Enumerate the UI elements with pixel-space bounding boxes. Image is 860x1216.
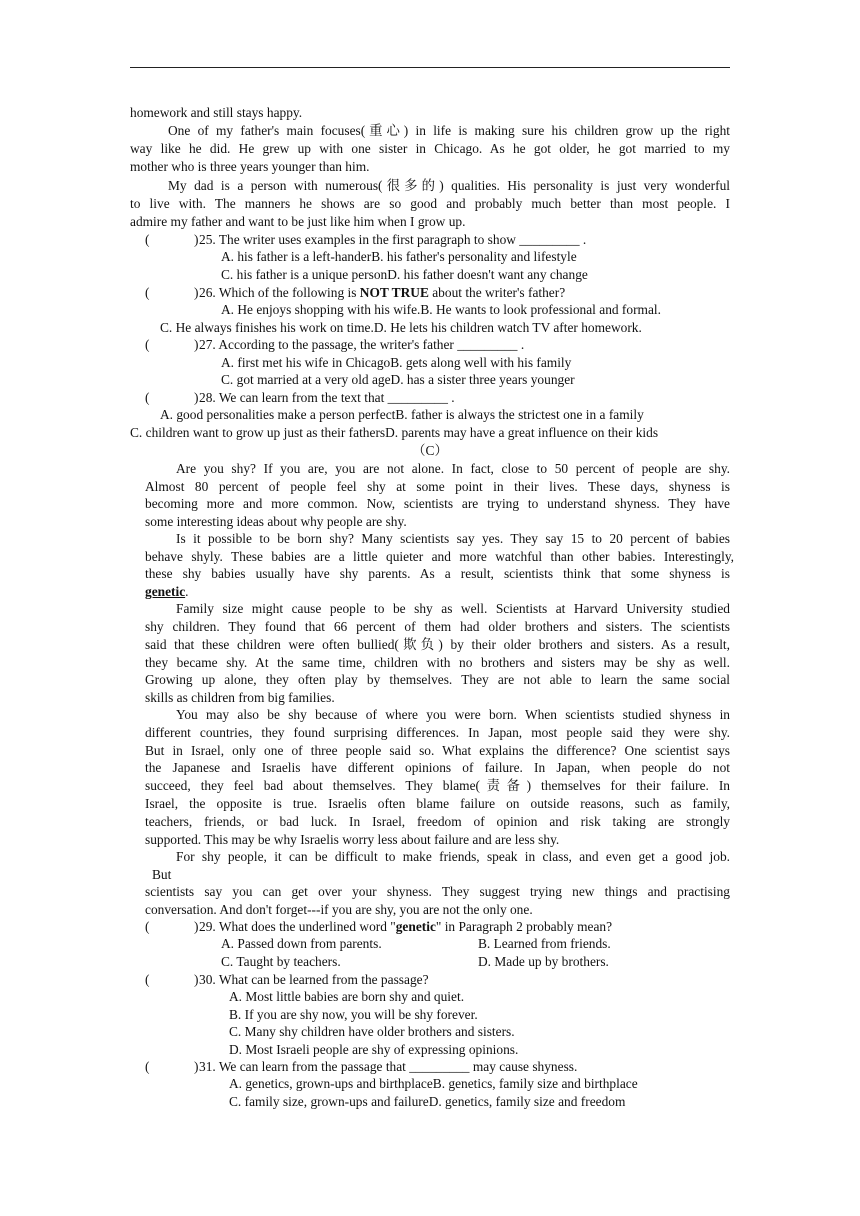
header-rule [130, 67, 730, 68]
passage-b-line: One of my father's main focuses(重心) in life is making sure his children grow up the right [168, 123, 730, 138]
passage-c-line: Almost 80 percent of people feel shy at some point in their lives. These days, shyness is [145, 479, 730, 494]
passage-c-line: different countries, they found surprising differences. In Japan, most people said they were shy. [145, 725, 730, 740]
question-29-stem: 29. What does the underlined word "genetic" in Paragraph 2 probably mean? [199, 919, 613, 934]
question-29-option: C. Taught by teachers. [221, 954, 341, 969]
answer-paren-close: ) [194, 390, 199, 405]
answer-paren-close: ) [194, 337, 199, 352]
question-30-option: C. Many shy children have older brothers and sisters. [229, 1024, 515, 1039]
passage-c-line: scientists say you can get over your shyness. They suggest trying new things and practising [145, 884, 730, 899]
question-28-option: A. good personalities make a person perfectB. father is always the strictest one in a family [160, 407, 644, 422]
passage-c-line: they became shy. At the same time, children with no brothers and sisters may be shy as well. [145, 655, 730, 670]
answer-paren-open: ( [145, 919, 150, 934]
question-31-option: A. genetics, grown-ups and birthplaceB. genetics, family size and birthplace [229, 1076, 638, 1091]
passage-c-line: But in Israel, only one of three people said so. What explains the difference? One scientist says [145, 743, 730, 758]
answer-paren-close: ) [194, 972, 199, 987]
question-27-stem: 27. According to the passage, the writer's father _________ . [199, 337, 525, 352]
passage-c-line: the Japanese and Israelis have different opinions of failure. In Japan, when people do not [145, 760, 730, 775]
passage-c-line: You may also be shy because of where you were born. When scientists studied shyness in [176, 707, 730, 722]
passage-c-line: Israel, the opposite is true. Israelis often blame failure on outside reasons, such as family, [145, 796, 730, 811]
passage-b-line: admire my father and want to be just like him when I grow up. [130, 214, 466, 229]
passage-b-line: to live with. The manners he shows are so good and probably much better than most people. I [130, 196, 730, 211]
passage-b-line: mother who is three years younger than him. [130, 159, 370, 174]
passage-c-line: shy children. They found that 66 percent of them had older brothers and sisters. The scientists [145, 619, 730, 634]
passage-c-line: skills as children from big families. [145, 690, 335, 705]
question-30-option: A. Most little babies are born shy and quiet. [229, 989, 465, 1004]
passage-b-line: homework and still stays happy. [130, 105, 303, 120]
question-25-option: A. his father is a left-handerB. his father's personality and lifestyle [221, 249, 577, 264]
passage-c-line: Is it possible to be born shy? Many scientists say yes. They say 15 to 20 percent of babies [176, 531, 730, 546]
question-26-option: A. He enjoys shopping with his wife.B. He wants to look professional and formal. [221, 302, 661, 317]
answer-paren-close: ) [194, 285, 199, 300]
question-27-option: C. got married at a very old ageD. has a sister three years younger [221, 372, 575, 387]
question-26-option: C. He always finishes his work on time.D. He lets his children watch TV after homework. [160, 320, 642, 335]
question-29-option: B. Learned from friends. [478, 936, 611, 951]
answer-paren-open: ( [145, 285, 150, 300]
answer-paren-open: ( [145, 232, 150, 247]
passage-c-line: Growing up alone, they often play by themselves. They are not able to learn the same social [145, 672, 730, 687]
passage-c-line: these shy babies usually have shy parents. As a result, scientists think that some shyness is [145, 566, 730, 581]
passage-c-line: behave shyly. These babies are a little quieter and more watchful than other babies. Interestingly, [145, 549, 734, 564]
passage-c-line: But [152, 867, 172, 882]
section-c-heading: （C） [412, 443, 448, 458]
passage-c-line: conversation. And don't forget---if you are shy, you are not the only one. [145, 902, 533, 917]
answer-paren-close: ) [194, 919, 199, 934]
passage-c-line: genetic. [145, 584, 189, 599]
question-29-option: D. Made up by brothers. [478, 954, 609, 969]
passage-c-line: teachers, friends, or bad luck. In Israel, freedom of opinion and risk taking are strongly [145, 814, 730, 829]
question-31-option: C. family size, grown-ups and failureD. genetics, family size and freedom [229, 1094, 626, 1109]
answer-paren-open: ( [145, 390, 150, 405]
question-31-stem: 31. We can learn from the passage that _________ may cause shyness. [199, 1059, 578, 1074]
question-26-stem: 26. Which of the following is NOT TRUE about the writer's father? [199, 285, 566, 300]
passage-c-line: some interesting ideas about why people are shy. [145, 514, 407, 529]
answer-paren-close: ) [194, 1059, 199, 1074]
passage-b-line: My dad is a person with numerous(很多的) qualities. His personality is just very wonderful [168, 178, 730, 193]
question-25-stem: 25. The writer uses examples in the first paragraph to show _________ . [199, 232, 587, 247]
question-28-stem: 28. We can learn from the text that _________ . [199, 390, 455, 405]
answer-paren-open: ( [145, 337, 150, 352]
answer-paren-close: ) [194, 232, 199, 247]
genetic-underlined-word: genetic [145, 584, 186, 599]
passage-c-line: Are you shy? If you are, you are not alone. In fact, close to 50 percent of people are shy. [176, 461, 730, 476]
question-29-option: A. Passed down from parents. [221, 936, 382, 951]
passage-c-line: succeed, they feel bad about themselves. They blame(责备) themselves for their failure. In [145, 778, 730, 793]
answer-paren-open: ( [145, 1059, 150, 1074]
passage-c-line: For shy people, it can be difficult to make friends, speak in class, and even get a good job. [176, 849, 730, 864]
question-27-option: A. first met his wife in ChicagoB. gets along well with his family [221, 355, 572, 370]
answer-paren-open: ( [145, 972, 150, 987]
passage-c-line: becoming more and more common. Now, scientists are trying to understand shyness. They have [145, 496, 730, 511]
question-25-option: C. his father is a unique personD. his father doesn't want any change [221, 267, 588, 282]
passage-c-line: Family size might cause people to be shy as well. Scientists at Harvard University studied [176, 601, 730, 616]
passage-c-line: supported. This may be why Israelis worry less about failure and are less shy. [145, 832, 560, 847]
passage-c-line: said that these children were often bullied(欺负) by their older brothers and sisters. As a result, [145, 637, 730, 652]
question-28-option: C. children want to grow up just as their fathersD. parents may have a great influence on their kids [130, 425, 659, 440]
question-30-option: D. Most Israeli people are shy of expressing opinions. [229, 1042, 519, 1057]
passage-b-line: way like he did. He grew up with one sister in Chicago. As he got older, he got married to my [130, 141, 730, 156]
question-30-stem: 30. What can be learned from the passage? [199, 972, 429, 987]
question-30-option: B. If you are shy now, you will be shy forever. [229, 1007, 478, 1022]
